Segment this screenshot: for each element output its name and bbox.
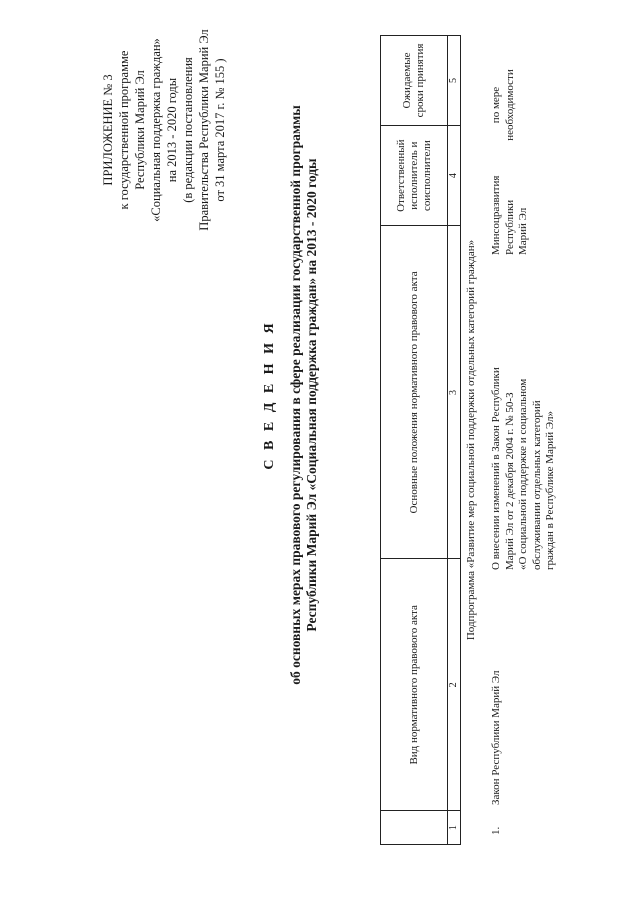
header-number [381, 811, 448, 845]
title-heading: С В Е Д Е Н И Я [262, 320, 277, 470]
appendix-line: на 2013 - 2020 годы [165, 77, 179, 183]
column-number: 3 [448, 226, 461, 559]
responsible-line: Республики [503, 199, 516, 255]
header-expected-term: Ожидаемые сроки принятия [381, 36, 448, 126]
row-number: 1. [490, 826, 502, 835]
column-number: 4 [448, 125, 461, 225]
title-line-1: об основных мерах правового регулирования в сфере реализации государственной программы [288, 105, 303, 685]
row-responsible [490, 175, 531, 255]
provision-line: граждан в Республике Марий Эл» [544, 410, 556, 570]
appendix-line: «Социальная поддержка граждан» [149, 38, 163, 222]
row-act-provisions [490, 270, 558, 570]
header-act-type: Вид нормативного правового акта [381, 559, 448, 811]
appendix-line: ПРИЛОЖЕНИЕ № 3 [101, 74, 115, 186]
responsible-line: Марий Эл [517, 207, 529, 255]
row-act-type: Закон Республики Марий Эл [490, 670, 502, 805]
appendix-line: Правительства Республики Марий Эл [197, 29, 211, 231]
appendix-line: к государственной программе [117, 50, 131, 210]
column-number: 1 [448, 811, 461, 845]
table-row [490, 35, 570, 845]
title-line-2: Республики Марий Эл «Социальная поддержка граждан» на 2013 - 2020 годы [304, 158, 319, 632]
provision-line: обслуживании отдельных категорий [530, 400, 543, 570]
header-responsible: Ответственный исполнитель и соисполнители [381, 125, 448, 225]
column-number: 5 [448, 36, 461, 126]
appendix-block [100, 0, 228, 265]
column-number: 2 [448, 559, 461, 811]
subprogram-title: Подпрограмма «Развитие мер социальной поддержки отдельных категорий граждан» [465, 239, 477, 641]
appendix-line: от 31 марта 2017 г. № 155 ) [213, 58, 227, 202]
appendix-line: Республики Марий Эл [133, 70, 147, 190]
row-expected-term: по мере необходимости [490, 69, 516, 141]
document-title [262, 85, 320, 705]
provision-line: «О социальной поддержке и социальном [517, 378, 529, 570]
provision-line: О внесении изменений в Закон Республики [490, 367, 502, 570]
table-header-row [381, 36, 448, 845]
header-act-provisions: Основные положения нормативного правового акта [381, 226, 448, 559]
column-number-row [448, 36, 461, 845]
appendix-line: (в редакции постановления [181, 57, 195, 203]
measures-table [380, 35, 461, 845]
provision-line: Марий Эл от 2 декабря 2004 г. № 50-З [503, 392, 516, 570]
responsible-line: Минсоцразвития [490, 175, 502, 255]
